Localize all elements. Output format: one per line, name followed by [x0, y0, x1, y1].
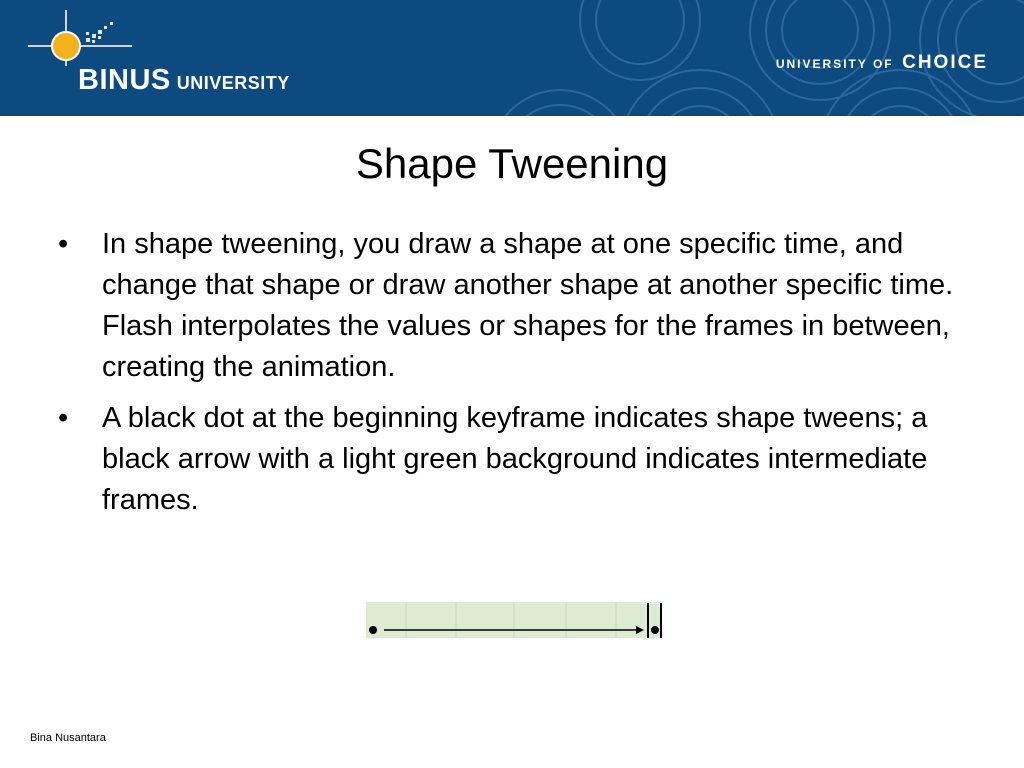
- bullet-item: [58, 398, 958, 521]
- end-keyframe-dot-icon: [651, 626, 659, 634]
- logo-emblem-icon: [26, 8, 136, 68]
- binus-logo: [26, 8, 306, 108]
- logo-suffix: UNIVERSITY: [176, 73, 290, 93]
- bullet-marker: •: [58, 228, 69, 260]
- university-tagline: [776, 52, 988, 74]
- footer-text: Bina Nusantara: [30, 732, 106, 744]
- logo-name: BINUS: [78, 64, 171, 96]
- shape-tween-timeline-image: [366, 600, 666, 642]
- start-keyframe-dot-icon: [369, 626, 377, 634]
- bullet-text: In shape tweening, you draw a shape at one specific time, and change that shape or draw another shape at another specific time. Flash interpolates the values or shapes for the frames in between, creating the animation.: [102, 228, 954, 383]
- tagline-prefix: UNIVERSITY OF: [775, 57, 894, 71]
- bullet-list: [58, 224, 958, 531]
- logo-wordmark: [78, 64, 290, 97]
- tagline-choice: CHOICE: [902, 52, 988, 73]
- bullet-item: [58, 224, 958, 388]
- header-banner: [0, 0, 1024, 116]
- slide-title: Shape Tweening: [355, 140, 669, 187]
- bullet-text: A black dot at the beginning keyframe indicates shape tweens; a black arrow with a light green background indicates intermediate frames.: [102, 402, 928, 516]
- bullet-marker: •: [58, 402, 69, 434]
